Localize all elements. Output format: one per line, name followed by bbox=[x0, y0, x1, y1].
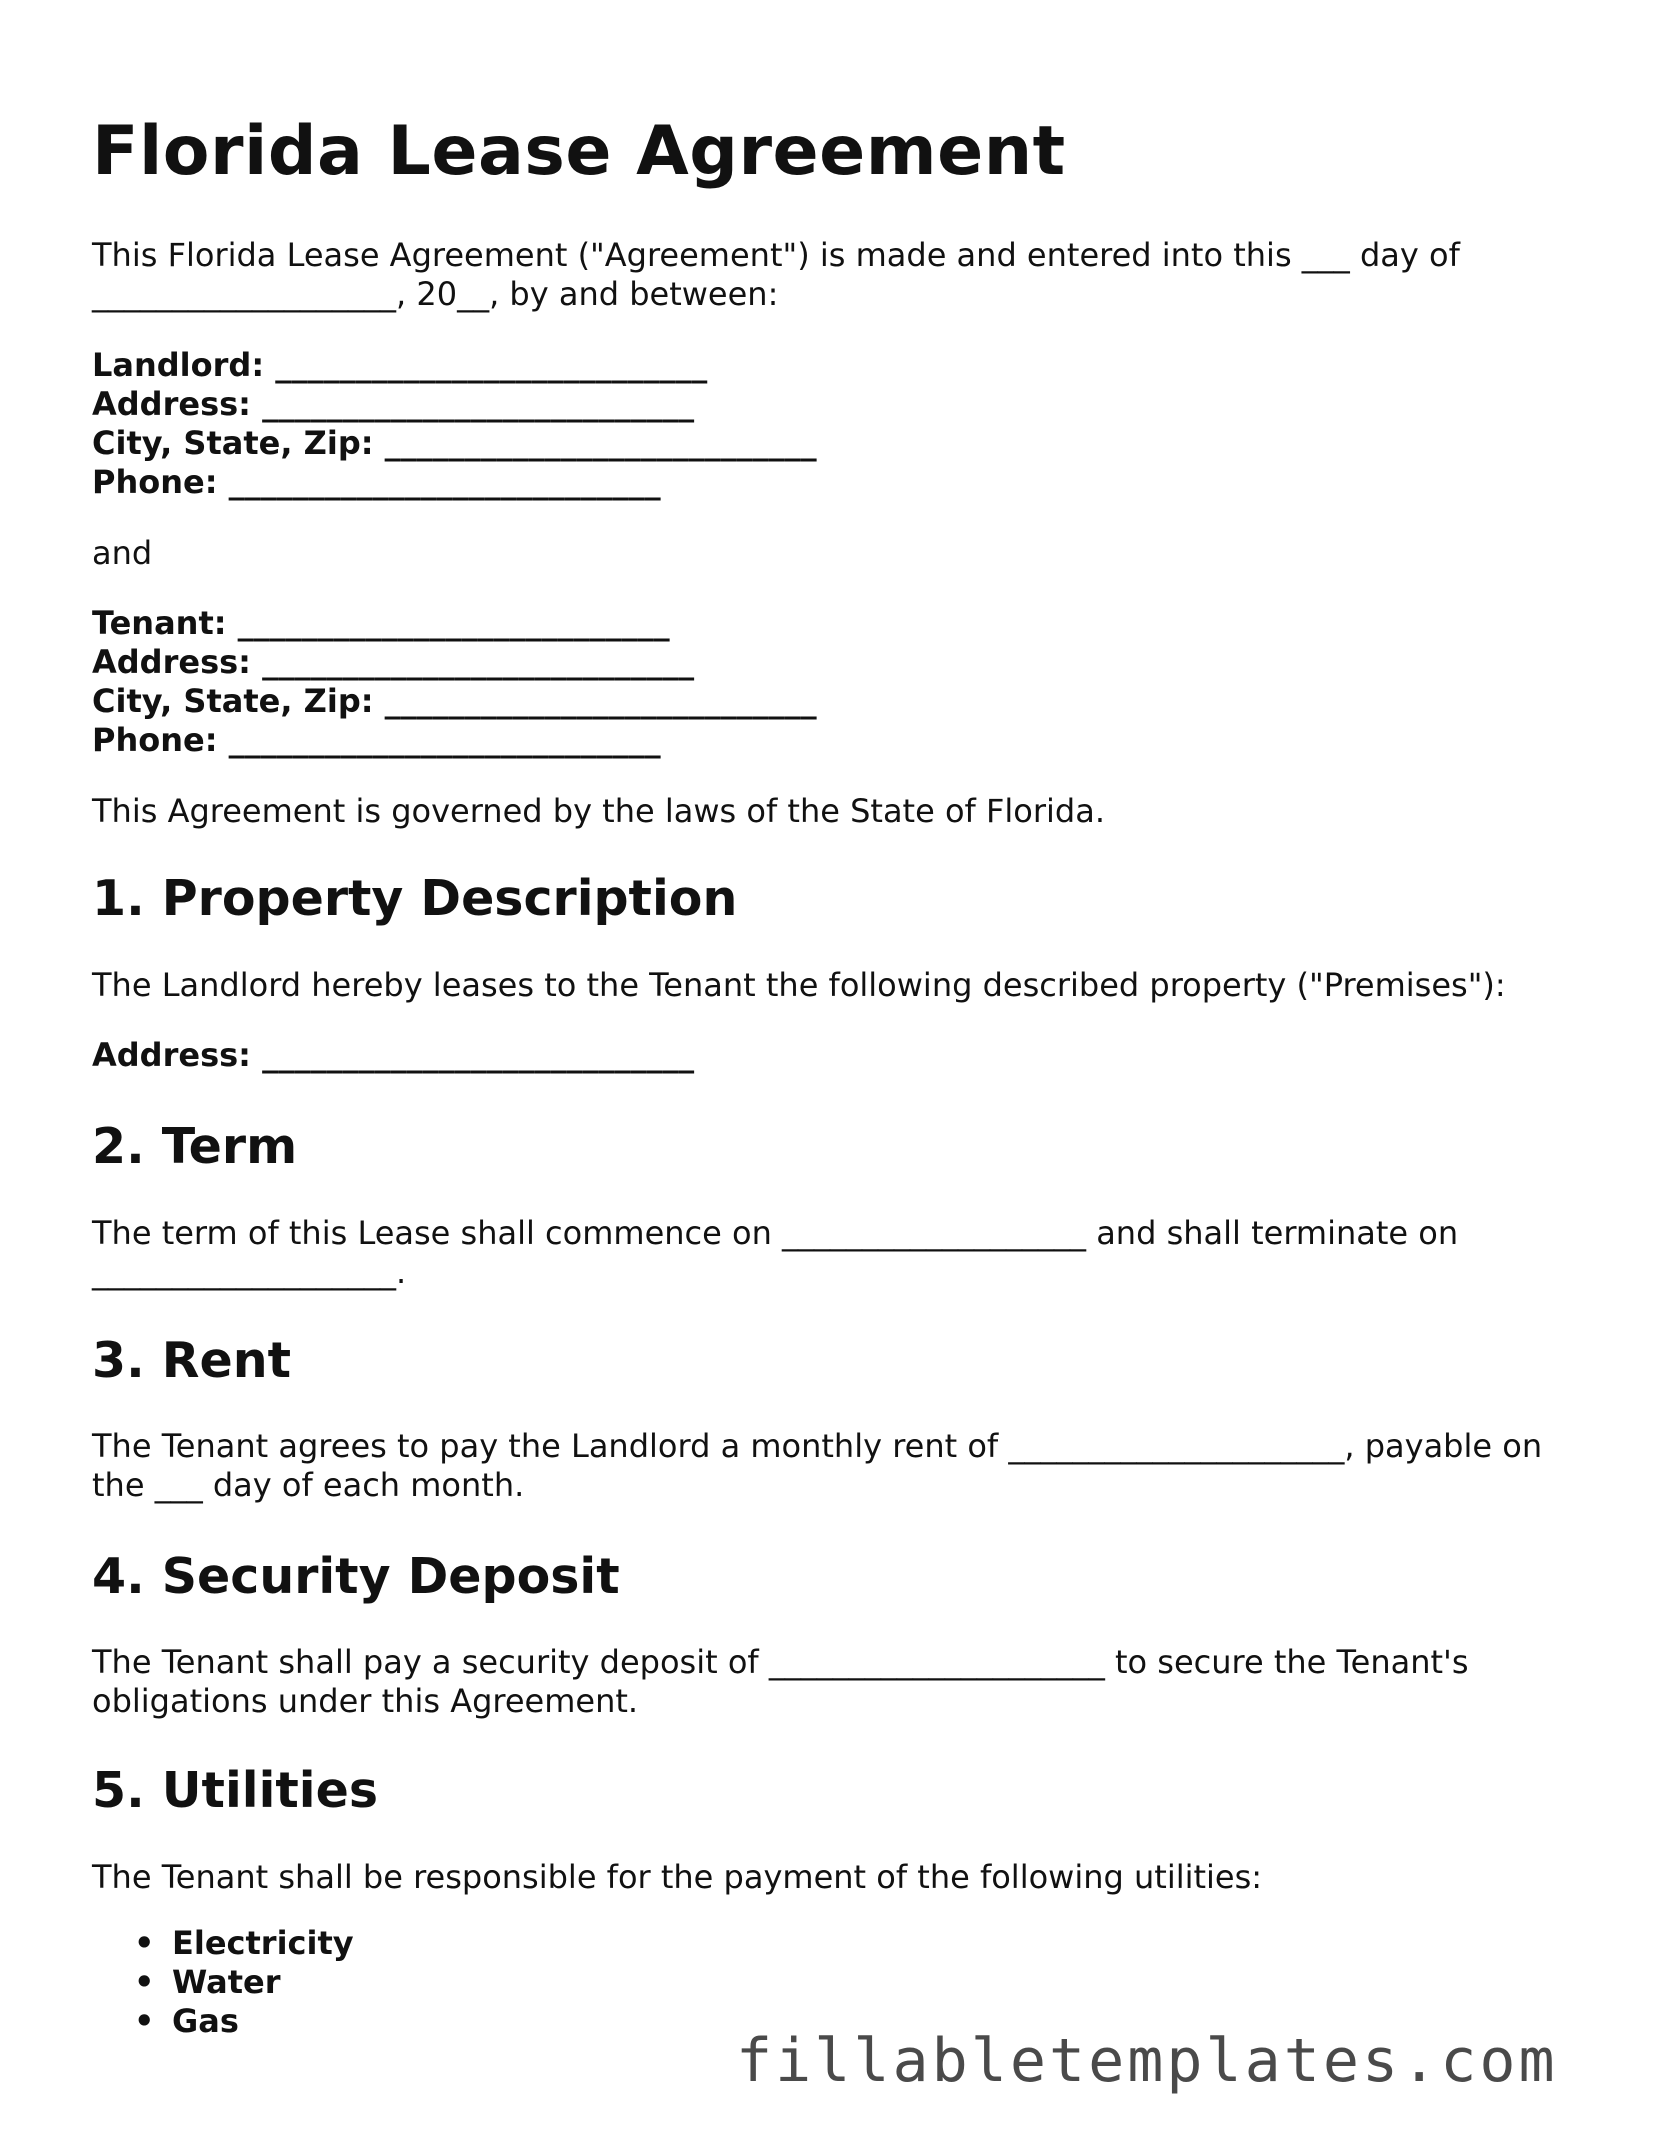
tenant-name-line: Tenant: ___________________________ bbox=[92, 604, 670, 642]
landlord-address-line: Address: ___________________________ bbox=[92, 385, 695, 423]
list-item: • Electricity bbox=[172, 1924, 354, 1963]
and-text: and bbox=[92, 534, 153, 572]
landlord-block bbox=[92, 346, 817, 502]
document-title: Florida Lease Agreement bbox=[92, 112, 1066, 191]
tenant-city-line: City, State, Zip: ___________________________ bbox=[92, 682, 817, 720]
section-property-heading: 1. Property Description bbox=[92, 870, 738, 927]
intro-paragraph: This Florida Lease Agreement ("Agreement") is made and entered into this ___ day of ___________________, 20__, by and between: bbox=[92, 236, 1460, 313]
list-item: • Water bbox=[172, 1963, 354, 2002]
section-deposit-heading: 4. Security Deposit bbox=[92, 1548, 620, 1605]
section-utilities-heading: 5. Utilities bbox=[92, 1762, 378, 1819]
tenant-phone-line: Phone: ___________________________ bbox=[92, 721, 661, 759]
tenant-block bbox=[92, 604, 817, 760]
landlord-name-line: Landlord: ___________________________ bbox=[92, 346, 708, 384]
section-property-text: The Landlord hereby leases to the Tenant the following described property ("Premises"): bbox=[92, 966, 1506, 1004]
section-deposit-text: The Tenant shall pay a security deposit of _____________________ to secure the Tenant's obligations under this Agreement. bbox=[92, 1643, 1469, 1720]
landlord-phone-line: Phone: ___________________________ bbox=[92, 463, 661, 501]
section-term-text: The term of this Lease shall commence on ___________________ and shall terminate on ___________________. bbox=[92, 1214, 1459, 1291]
utilities-list bbox=[92, 1924, 354, 2041]
watermark: fillabletemplates.com bbox=[736, 2026, 1558, 2096]
section-rent-heading: 3. Rent bbox=[92, 1332, 292, 1389]
section-term-heading: 2. Term bbox=[92, 1118, 298, 1175]
landlord-city-line: City, State, Zip: ___________________________ bbox=[92, 424, 817, 462]
premises-address-line: Address: ___________________________ bbox=[92, 1036, 695, 1074]
governed-paragraph: This Agreement is governed by the laws of the State of Florida. bbox=[92, 792, 1105, 830]
tenant-address-line: Address: ___________________________ bbox=[92, 643, 695, 681]
section-rent-text: The Tenant agrees to pay the Landlord a monthly rent of _____________________, payable on the ___ day of each month. bbox=[92, 1427, 1543, 1504]
section-utilities-text: The Tenant shall be responsible for the payment of the following utilities: bbox=[92, 1858, 1263, 1896]
list-item: • Gas bbox=[172, 2002, 354, 2041]
